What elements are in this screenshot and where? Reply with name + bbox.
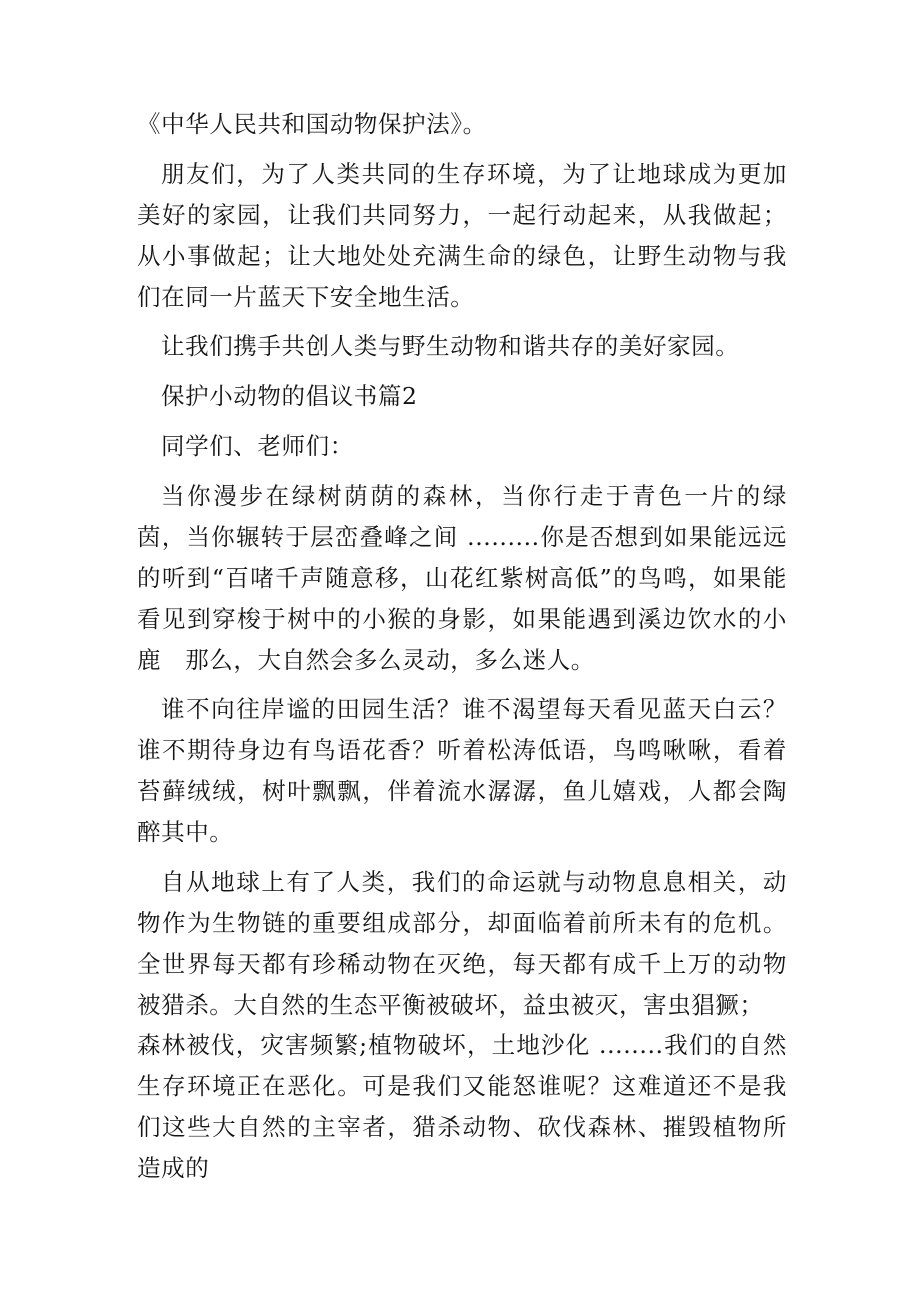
paragraph-forest: 当你漫步在绿树荫荫的森林，当你行走于青色一片的绿茵，当你辗转于层峦叠峰之间 .........你是否想到如果能远远的听到“百啫千声随意移，山花红紫树高低”的鸟鸣，如果能看见到穿梭于树中的小猴的身影，如果能遇到溪边饮水的小鹿 那么，大自然会多么灵动，多么迷人。 [137,482,787,674]
paragraph-environment: 森林被伐，灾害频繁;植物破坏，土地沙化 ........我们的自然生存环境正在恶化。可是我们又能怒谁呢？这难道还不是我们这些大自然的主宰者，猎杀动物、砍伐森林、摧毁植物所造成的 [137,1031,787,1182]
document-page [137,104,787,1198]
salutation: 同学们、老师们： [161,432,354,461]
section-heading: 保护小动物的倡议书篇2 [161,382,418,411]
paragraph-law-title: 《中华人民共和国动物保护法》。 [137,110,487,138]
paragraph-harmony: 让我们携手共创人类与野生动物和谐共存的美好家园。 [161,332,740,361]
paragraph-crisis: 自从地球上有了人类，我们的命运就与动物息息相关，动物作为生物链的重要组成部分，却面临着前所未有的危机。全世界每天都有珍稀动物在灭绝，每天都有成千上万的动物被猎杀。大自然的生态平衡被破坏，益虫被灭，害虫猖獗； [137,867,787,1019]
paragraph-call-to-action: 朋友们，为了人类共同的生存环境，为了让地球成为更加美好的家园，让我们共同努力，一起行动起来，从我做起；从小事做起；让大地处处充满生命的绿色，让野生动物与我们在同一片蓝天下安全地生活。 [137,159,787,311]
paragraph-pastoral: 谁不向往岸谧的田园生活？谁不渴望每天看见蓝天白云？谁不期待身边有鸟语花香？听着松涛低语，鸟鸣啾啾，看着苔藓绒绒，树叶飘飘，伴着流水潺潺，鱼儿嬉戏，人都会陶醉其中。 [137,695,787,846]
